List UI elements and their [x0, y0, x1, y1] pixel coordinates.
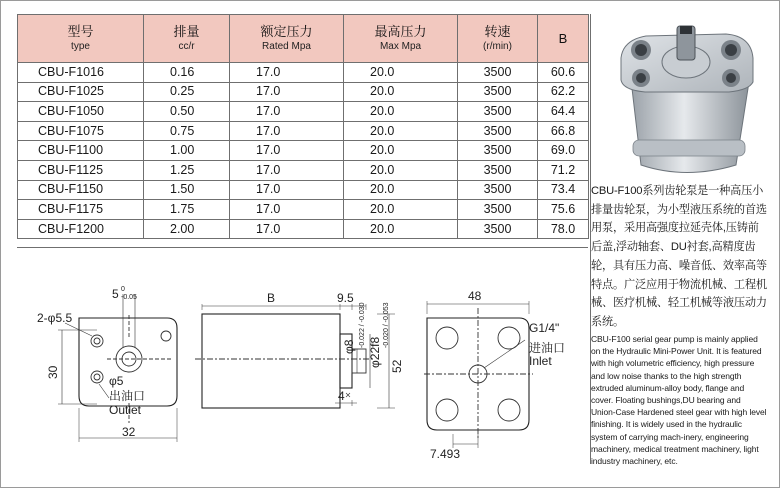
table-cell: 20.0: [344, 180, 458, 200]
length-b-label: B: [267, 291, 276, 305]
table-cell: 75.6: [538, 200, 589, 220]
table-cell: 64.4: [538, 102, 589, 122]
table-cell: 17.0: [230, 200, 344, 220]
header-row: [18, 15, 589, 63]
table-cell: 3500: [458, 141, 538, 161]
inlet-thread-label: G1/4": [529, 321, 560, 335]
table-cell: 20.0: [344, 219, 458, 239]
spec-table-body: [18, 63, 589, 239]
table-cell: 20.0: [344, 102, 458, 122]
column-header: [458, 15, 538, 63]
column-header-en: Max Mpa: [379, 41, 422, 52]
outlet-en-label: Outlet: [109, 403, 142, 417]
column-header-zh: 型号: [67, 24, 94, 39]
table-cell: 0.75: [144, 121, 230, 141]
column-header-zh: B: [558, 31, 568, 46]
table-cell: CBU-F1050: [18, 102, 144, 122]
table-cell: CBU-F1100: [18, 141, 144, 161]
column-header: [538, 15, 589, 63]
column-header-en: cc/r: [178, 41, 195, 52]
inlet-en-label: Inlet: [529, 354, 552, 368]
front-view: [58, 294, 177, 442]
table-cell: 3500: [458, 82, 538, 102]
column-header-zh: 排量: [173, 24, 200, 39]
gear-pump-photo: [611, 20, 763, 180]
column-header-zh: 转速: [484, 24, 511, 39]
offset-7-493-label: 7.493: [430, 447, 461, 461]
table-cell: 60.6: [538, 63, 589, 83]
rear-view: [424, 301, 533, 448]
table-cell: CBU-F1125: [18, 160, 144, 180]
table-cell: 3500: [458, 160, 538, 180]
table-cell: CBU-F1150: [18, 180, 144, 200]
table-row: [18, 82, 589, 102]
table-cell: 0.16: [144, 63, 230, 83]
table-cell: 20.0: [344, 160, 458, 180]
table-cell: 20.0: [344, 82, 458, 102]
product-info-column: [590, 14, 768, 467]
table-cell: CBU-F1075: [18, 121, 144, 141]
shaft-tol-label: -0.022 / -0.030: [359, 302, 366, 348]
hole-spec-label: 2-φ5.5: [37, 311, 73, 325]
table-cell: 73.4: [538, 180, 589, 200]
table-cell: 17.0: [230, 180, 344, 200]
table-cell: CBU-F1200: [18, 219, 144, 239]
column-header-en: type: [71, 41, 90, 52]
table-row: [18, 200, 589, 220]
thickness-4-label: 4: [338, 389, 345, 403]
table-cell: 71.2: [538, 160, 589, 180]
port-dia-label: φ5: [109, 374, 124, 388]
table-cell: 3500: [458, 121, 538, 141]
table-cell: 3500: [458, 200, 538, 220]
table-cell: CBU-F1016: [18, 63, 144, 83]
table-cell: 17.0: [230, 63, 344, 83]
table-cell: 20.0: [344, 63, 458, 83]
table-row: [18, 141, 589, 161]
spec-table: [17, 14, 589, 239]
table-row: [18, 160, 589, 180]
table-cell: 20.0: [344, 121, 458, 141]
table-cell: 3500: [458, 63, 538, 83]
column-header: [18, 15, 144, 63]
key-width-label: 5: [112, 287, 119, 301]
table-cell: 62.2: [538, 82, 589, 102]
column-header: [230, 15, 344, 63]
table-cell: 20.0: [344, 141, 458, 161]
table-row: [18, 219, 589, 239]
table-cell: 69.0: [538, 141, 589, 161]
width-48-label: 48: [468, 289, 482, 303]
key-width-tol-lower: -0.05: [121, 294, 137, 301]
table-cell: 66.8: [538, 121, 589, 141]
table-cell: 0.25: [144, 82, 230, 102]
table-cell: 3500: [458, 102, 538, 122]
table-cell: 17.0: [230, 121, 344, 141]
table-cell: 1.75: [144, 200, 230, 220]
outlet-zh-label: 出油口: [109, 389, 146, 403]
technical-drawing-area: [17, 247, 588, 480]
table-row: [18, 63, 589, 83]
column-header-zh: 最高压力: [374, 24, 427, 39]
table-cell: 17.0: [230, 82, 344, 102]
table-cell: 1.00: [144, 141, 230, 161]
column-header: [344, 15, 458, 63]
dimension-drawing: [17, 248, 588, 480]
table-row: [18, 180, 589, 200]
height-30-label: 30: [46, 365, 60, 379]
table-row: [18, 102, 589, 122]
table-row: [18, 121, 589, 141]
width-32-label: 32: [122, 425, 136, 439]
table-cell: 1.50: [144, 180, 230, 200]
table-cell: 78.0: [538, 219, 589, 239]
table-cell: 1.25: [144, 160, 230, 180]
column-header-en: Rated Mpa: [262, 41, 311, 52]
flange-9-5-label: 9.5: [337, 291, 354, 305]
description-chinese: CBU-F100系列齿轮泵是一种高压小排量齿轮泵，为小型液压系统的首选用泵，采用高强度拉延壳体,压铸前后盖,浮动轴套、DU衬套,高精度齿轮，具有压力高、噪音低、效率高等特点。广泛应用于物流机械、工程机械、医疗机械、轻工机械等液压动力系统。: [591, 185, 767, 328]
description-english: CBU-F100 serial gear pump is mainly applied on the Hydraulic Mini-Power Unit. It is featured with high volumetric efficiency, high pressure and low noise thanks to the high strength extruded aluminum-alloy body, flange and cover. Floating bushings,DU bearing and Union-Case Hardened steel gear with high level finishing. It is widely used in the hydraulic system of carrying mach-inery, engineering machinery, medical treatment machinery, light industry machinery, etc.: [591, 334, 767, 467]
shaft-dia-label: φ8: [342, 339, 356, 354]
column-header-en: (r/min): [483, 41, 512, 52]
column-header: [144, 15, 230, 63]
table-cell: 3500: [458, 219, 538, 239]
table-cell: 2.00: [144, 219, 230, 239]
table-cell: 0.50: [144, 102, 230, 122]
table-cell: 17.0: [230, 160, 344, 180]
height-52-label: 52: [390, 359, 404, 373]
spec-table-header: [18, 15, 589, 63]
table-cell: CBU-F1175: [18, 200, 144, 220]
table-cell: 17.0: [230, 102, 344, 122]
table-cell: CBU-F1025: [18, 82, 144, 102]
column-header-zh: 额定压力: [260, 24, 313, 39]
pilot-tol-label: -0.020 / -0.053: [383, 302, 390, 348]
table-cell: 3500: [458, 180, 538, 200]
inlet-zh-label: 进油口: [529, 341, 566, 355]
table-cell: 17.0: [230, 219, 344, 239]
table-cell: 20.0: [344, 200, 458, 220]
table-cell: 17.0: [230, 141, 344, 161]
pilot-dia-label: φ22f8: [368, 336, 382, 368]
key-width-tol-upper: 0: [121, 286, 125, 293]
